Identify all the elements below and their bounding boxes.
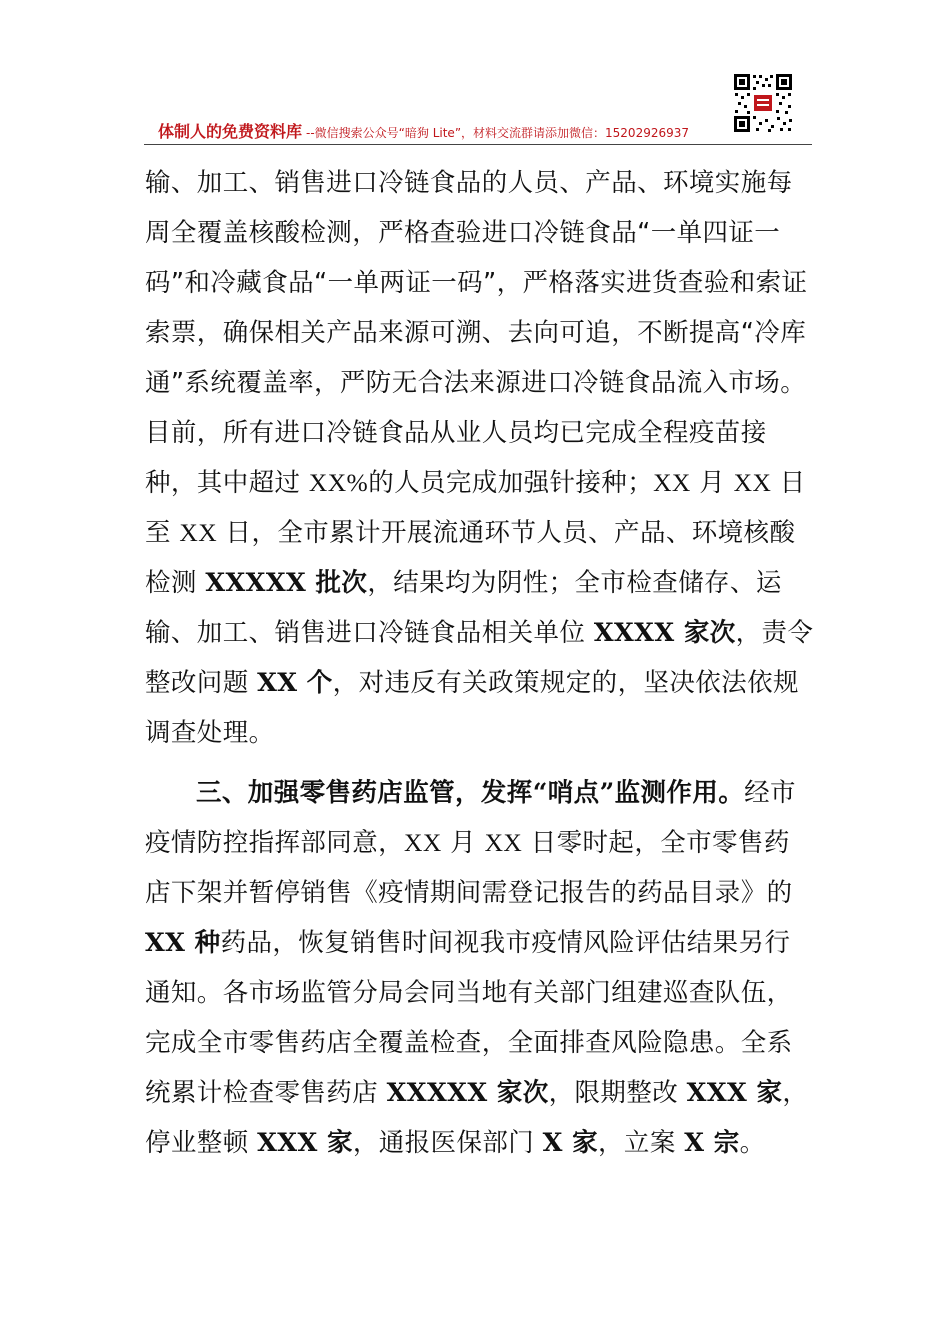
- document-body: [145, 158, 815, 1168]
- text-run: 经市疫情防控指挥部同意，: [145, 778, 796, 858]
- bold-figure: XXXX 家次: [593, 618, 736, 648]
- number-run: XX: [653, 468, 691, 497]
- text-run: ，通报医保部门: [352, 1128, 543, 1158]
- number-run: XX: [733, 468, 772, 497]
- bold-figure: XX 种: [145, 928, 221, 958]
- bold-figure: XXX 家: [257, 1128, 353, 1158]
- qr-code-icon: [732, 72, 794, 134]
- text-run: ，对违反有关政策规定的，坚决依法依规调查处理。: [145, 668, 799, 748]
- bold-figure: X 宗: [684, 1128, 740, 1158]
- number-run: XX: [179, 518, 218, 547]
- header-divider: [144, 144, 812, 145]
- paragraph-pharmacy: [145, 768, 815, 1168]
- bold-figure: XXXXX 家次: [386, 1078, 549, 1108]
- bold-figure: X 家: [542, 1128, 599, 1158]
- page-header: [144, 72, 812, 148]
- text-run: ，限期整改: [548, 1078, 687, 1108]
- text-run: 月: [441, 828, 485, 858]
- number-run: XX: [484, 828, 523, 857]
- paragraph-cold-chain: [145, 158, 815, 758]
- header-subtitle: --微信搜索公众号“暗狗 Lite”，材料交流群请添加微信：15202926937: [306, 126, 690, 140]
- text-run: 的人员完成加强针接种；: [368, 468, 654, 498]
- text-run: 。: [739, 1128, 766, 1158]
- bold-figure: XX 个: [257, 668, 333, 698]
- text-run: ，责令整改问题: [145, 618, 814, 698]
- text-run: 输、加工、销售进口冷链食品的人员、产品、环境实施每周全覆盖核酸检测，严格查验进口冷链食品“一单四证一码”和冷藏食品“一单两证一码”，严格落实进货查验和索证索票，确保相关产品来源可溯、去向可追，不断提高“冷库通”系统覆盖率，严防无合法来源进口冷链食品流入市场。目前，所有进口冷链食品从业人员均已完成全程疫苗接种，其中超过: [145, 168, 808, 498]
- header-text: [158, 122, 689, 143]
- text-run: 日零时起，全市零售药店下架并暂停销售《疫情期间需登记报告的药品目录》的: [145, 828, 793, 908]
- text-run: 日，全市累计开展流通环节人员、产品、环境核酸检测: [145, 518, 796, 598]
- text-run: 药品，恢复销售时间视我市疫情风险评估结果另行通知。各市场监管分局会同当地有关部门组建巡查队伍，完成全市零售药店全覆盖检查，全面排查风险隐患。全系统累计检查零售药店: [145, 928, 793, 1108]
- bold-figure: XXXXX 批次: [205, 568, 368, 598]
- section-heading: 三、加强零售药店监管，发挥“哨点”监测作用。: [196, 778, 745, 808]
- header-brand: 体制人的免费资料库: [158, 122, 303, 141]
- text-run: 日至: [145, 468, 806, 548]
- number-run: XX%: [308, 468, 369, 497]
- text-run: ，停业整顿: [145, 1078, 809, 1158]
- number-run: XX: [404, 828, 442, 857]
- text-run: 月: [690, 468, 734, 498]
- bold-figure: XXX 家: [686, 1078, 783, 1108]
- text-run: ，立案: [598, 1128, 685, 1158]
- text-run: ，结果均为阴性；全市检查储存、运输、加工、销售进口冷链食品相关单位: [145, 568, 782, 648]
